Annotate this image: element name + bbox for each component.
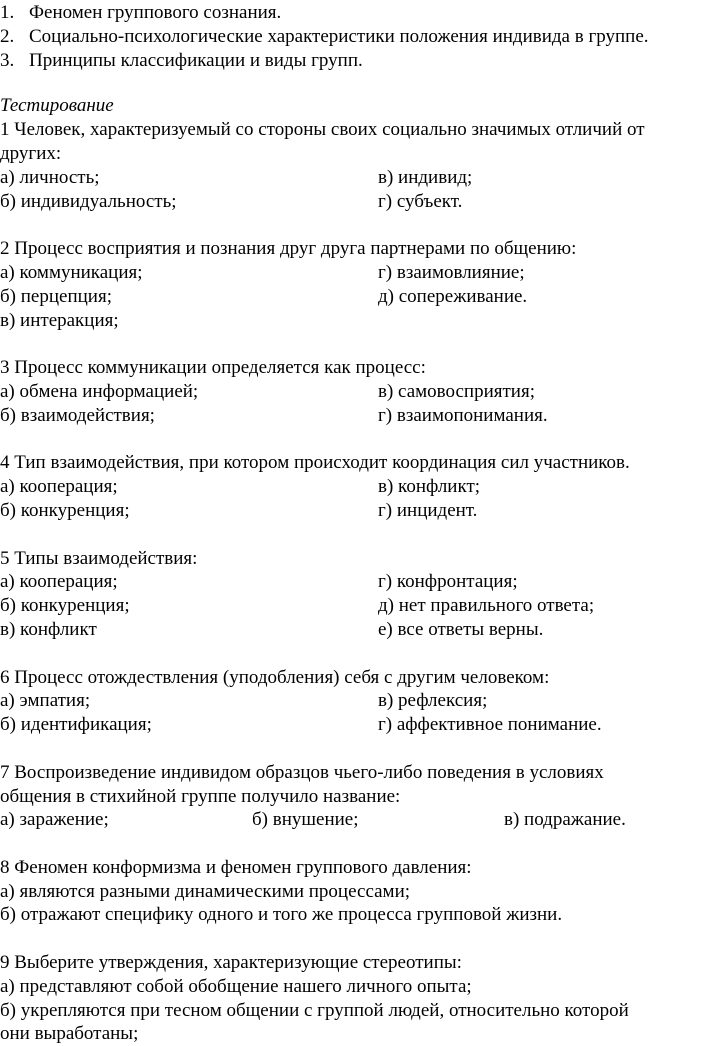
topic-item	[0, 25, 704, 49]
answer-option: а) представляют собой обобщение нашего личного опыта;	[0, 975, 472, 997]
answer-option: в) конфликт;	[378, 476, 481, 498]
answer-option: б) конкуренция;	[0, 499, 130, 521]
question-3	[0, 356, 704, 427]
answer-option: в) интеракция;	[0, 309, 119, 331]
answer-row	[0, 380, 704, 404]
question-6	[0, 666, 704, 737]
answer-row	[0, 713, 704, 737]
answer-row	[0, 475, 704, 499]
topic-number: 1.	[0, 2, 15, 23]
topic-text: Феномен группового сознания.	[29, 2, 282, 23]
topic-text: Принципы классификации и виды групп.	[29, 49, 363, 71]
topic-item	[0, 49, 704, 73]
question-text: 5 Типы взаимодействия:	[0, 547, 198, 569]
topic-text: Социально-психологические характеристики положения индивида в группе.	[29, 25, 649, 47]
answer-row	[0, 285, 704, 309]
answer-option: а) обмена информацией;	[0, 380, 199, 402]
answer-row	[0, 190, 704, 214]
answer-option: а) кооперация;	[0, 476, 118, 498]
answer-option: они выработаны;	[0, 1023, 139, 1045]
answer-option: г) субъект.	[378, 190, 463, 212]
question-text: 1 Человек, характеризуемый со стороны своих социально значимых отличий от	[0, 119, 645, 141]
question-text: 8 Феномен конформизма и феномен группового давления:	[0, 856, 472, 878]
answer-option: б) отражают специфику одного и того же процесса групповой жизни.	[0, 904, 563, 926]
question-8	[0, 856, 704, 927]
answer-option: г) взаимовлияние;	[378, 261, 525, 283]
answer-option: г) инцидент.	[378, 499, 478, 521]
answer-option: в) индивид;	[378, 166, 473, 188]
answer-option: а) коммуникация;	[0, 261, 143, 283]
question-text: 7 Воспроизведение индивидом образцов чьего-либо поведения в условиях	[0, 761, 604, 783]
answer-row	[0, 618, 704, 642]
answer-option: д) сопереживание.	[378, 285, 528, 307]
answer-row	[0, 689, 704, 713]
test-document	[0, 1, 704, 1046]
question-text: 3 Процесс коммуникации определяется как процесс:	[0, 357, 426, 379]
question-text: других:	[0, 142, 62, 164]
answer-row	[0, 499, 704, 523]
answer-row	[0, 570, 704, 594]
answer-option: в) конфликт	[0, 618, 97, 640]
answer-option: б) внушение;	[252, 809, 359, 831]
answer-option: б) взаимодействия;	[0, 404, 155, 426]
question-text: 6 Процесс отождествления (уподобления) себя с другим человеком:	[0, 666, 550, 688]
answer-option: в) самовосприятия;	[378, 380, 535, 402]
answer-option: е) все ответы верны.	[378, 618, 544, 640]
answer-row	[0, 166, 704, 190]
answer-option: б) идентификация;	[0, 714, 152, 736]
answer-option: г) аффективное понимание.	[378, 714, 602, 736]
answer-option: в) подражание.	[504, 809, 626, 831]
question-text: общения в стихийной группе получило название:	[0, 785, 401, 807]
answer-option: а) являются разными динамическими процессами;	[0, 880, 411, 902]
answer-option: а) кооперация;	[0, 571, 118, 593]
answer-option: а) эмпатия;	[0, 690, 91, 712]
topic-number: 2.	[0, 25, 15, 47]
question-text: 4 Тип взаимодействия, при котором происходит координация сил участников.	[0, 452, 630, 474]
question-4	[0, 451, 704, 522]
answer-option: б) перцепция;	[0, 285, 112, 307]
question-text: 9 Выберите утверждения, характеризующие стереотипы:	[0, 952, 462, 974]
answer-row	[0, 594, 704, 618]
question-5	[0, 547, 704, 642]
answer-option: г) конфронтация;	[378, 571, 518, 593]
topic-item	[0, 1, 704, 25]
answer-row	[0, 404, 704, 428]
topic-number: 3.	[0, 49, 15, 71]
question-9	[0, 951, 704, 1046]
question-7	[0, 761, 704, 832]
question-2	[0, 237, 704, 332]
answer-row	[0, 808, 704, 832]
answer-option: а) заражение;	[0, 809, 109, 831]
section-title: Тестирование	[0, 95, 114, 117]
answer-row	[0, 309, 704, 333]
answer-option: б) конкуренция;	[0, 595, 130, 617]
question-1	[0, 118, 704, 213]
answer-option: д) нет правильного ответа;	[378, 595, 595, 617]
answer-option: а) личность;	[0, 166, 100, 188]
answer-option: в) рефлексия;	[378, 690, 488, 712]
answer-row	[0, 261, 704, 285]
answer-option: б) индивидуальность;	[0, 190, 177, 212]
answer-option: г) взаимопонимания.	[378, 404, 548, 426]
question-text: 2 Процесс восприятия и познания друг друга партнерами по общению:	[0, 238, 577, 260]
answer-option: б) укрепляются при тесном общении с группой людей, относительно которой	[0, 999, 629, 1021]
